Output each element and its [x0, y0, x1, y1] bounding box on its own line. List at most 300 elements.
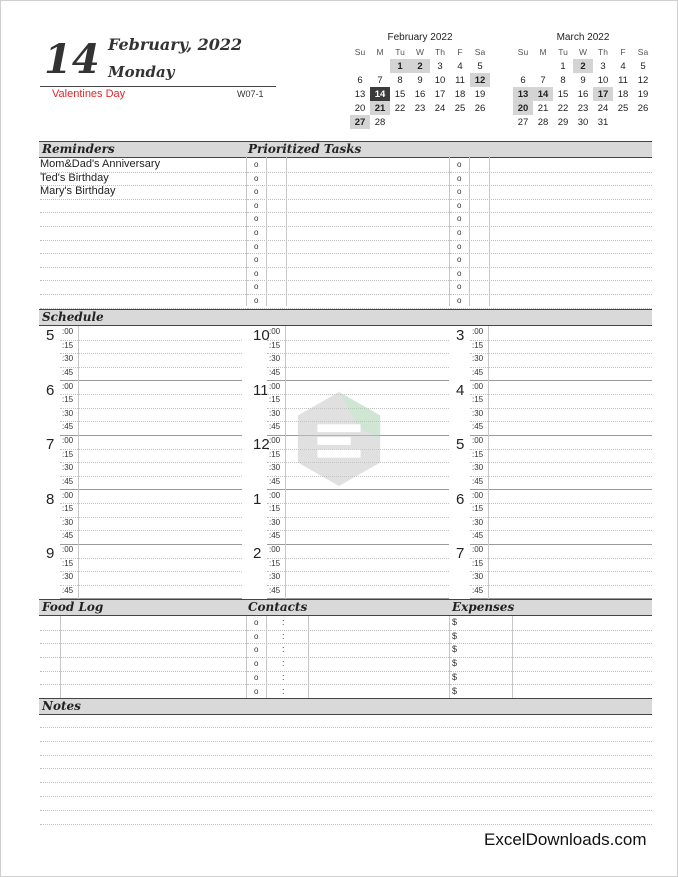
schedule-minute: :15	[472, 340, 484, 350]
schedule-minute: :15	[62, 504, 74, 514]
schedule-minute: :45	[62, 422, 74, 432]
task-row	[450, 253, 652, 268]
task-row	[450, 240, 652, 255]
schedule-slot-line	[470, 558, 652, 559]
schedule-minute: :45	[269, 531, 281, 541]
calendar-day[interactable]: 8	[560, 74, 566, 86]
schedule-heading: Schedule	[42, 310, 104, 324]
schedule-slot-line	[60, 517, 242, 518]
reminder-row	[40, 212, 246, 227]
calendar-day[interactable]: 6	[357, 74, 363, 86]
calendar-dow: Th	[435, 47, 445, 57]
calendar-day[interactable]: 1	[560, 60, 566, 72]
calendar-day[interactable]: 16	[577, 88, 589, 100]
schedule-slot-line	[470, 380, 652, 381]
calendar-dow: Tu	[395, 47, 405, 57]
task-bullet: o	[457, 160, 462, 169]
contact-separator: :	[282, 644, 285, 655]
schedule-minute: :45	[62, 585, 74, 595]
schedule-minute: :00	[472, 381, 484, 391]
column-divider	[489, 156, 490, 306]
contact-row	[247, 630, 449, 645]
notes-line	[40, 727, 652, 728]
task-bullet: o	[254, 200, 259, 210]
schedule-slot-line	[60, 380, 242, 381]
holiday-label: Valentines Day	[52, 88, 126, 100]
notes-line	[40, 796, 652, 797]
schedule-minute: :00	[62, 327, 74, 336]
calendar-dow: Th	[598, 47, 608, 57]
schedule-slot-line	[60, 530, 242, 531]
column-divider	[469, 156, 470, 306]
contact-bullet: o	[254, 631, 259, 641]
calendar-day[interactable]: 31	[597, 116, 609, 128]
task-row	[247, 185, 449, 200]
schedule-slot-line	[470, 489, 652, 490]
schedule-minute: :15	[269, 558, 281, 568]
schedule-slot-line	[470, 530, 652, 531]
task-bullet: o	[254, 255, 259, 265]
schedule-slot-line	[60, 435, 242, 436]
reminder-row	[40, 267, 246, 282]
calendar-day[interactable]: 7	[540, 74, 546, 86]
calendar-day[interactable]: 7	[377, 74, 383, 86]
schedule-minute: :15	[472, 395, 484, 405]
section-header-logs	[39, 599, 652, 616]
calendar-day[interactable]: 10	[434, 74, 446, 86]
food-heading: Food Log	[42, 600, 104, 614]
schedule-minute: :30	[472, 572, 484, 582]
contact-bullet: o	[254, 659, 259, 669]
schedule-slot-line	[470, 476, 652, 477]
schedule-minute: :00	[472, 436, 484, 445]
schedule-minute: :45	[62, 476, 74, 486]
calendar-dow: Su	[517, 47, 529, 57]
schedule-slot-line	[267, 503, 449, 504]
calendar-day[interactable]: 11	[455, 74, 465, 86]
column-divider	[286, 156, 287, 306]
calendar-day	[533, 59, 553, 73]
calendar-dow: M	[376, 47, 384, 57]
schedule-minute: :15	[62, 340, 74, 350]
calendar-dow: W	[578, 47, 588, 57]
food-row	[40, 643, 246, 658]
task-bullet: o	[457, 282, 462, 292]
expense-currency: $	[452, 644, 458, 655]
calendar-dow: F	[620, 47, 626, 57]
schedule-minute: :30	[269, 463, 281, 473]
calendar-day	[470, 115, 490, 129]
schedule-hour: 5	[46, 327, 55, 344]
calendar-dow: Sa	[474, 47, 486, 57]
schedule-hour: 3	[456, 327, 465, 344]
schedule-hour: 5	[456, 436, 465, 453]
schedule-minute: :45	[269, 476, 281, 486]
reminder-row: Ted's Birthday	[40, 172, 246, 187]
calendar-day[interactable]: 20	[354, 102, 366, 114]
tasks-heading: Prioritized Tasks	[248, 142, 362, 156]
task-bullet: o	[254, 160, 259, 169]
calendar-day[interactable]: 14	[370, 87, 390, 101]
schedule-minute: :30	[269, 354, 281, 364]
schedule-minute: :45	[62, 531, 74, 541]
contact-bullet: o	[254, 618, 259, 627]
schedule-minute: :30	[472, 408, 484, 418]
expense-row	[450, 643, 652, 658]
notes-line	[40, 741, 652, 742]
task-row	[247, 212, 449, 227]
weekday: Monday	[108, 63, 175, 81]
calendar-day[interactable]: 4	[457, 60, 463, 72]
log-divider	[60, 616, 61, 698]
task-bullet: o	[457, 228, 462, 237]
calendar-day[interactable]: 20	[513, 101, 533, 115]
log-divider	[512, 616, 513, 698]
contact-row	[247, 685, 449, 700]
calendar-day[interactable]: 21	[370, 101, 390, 115]
schedule-slot-line	[60, 340, 242, 341]
task-row	[247, 253, 449, 268]
schedule-slot-line	[60, 408, 242, 409]
calendar-day[interactable]: 15	[557, 88, 569, 100]
column-divider	[266, 156, 267, 306]
schedule-slot-line	[60, 558, 242, 559]
schedule-hour: 6	[46, 381, 55, 399]
expense-row	[450, 616, 652, 631]
schedule-minute: :30	[472, 354, 484, 364]
schedule-slot-line	[267, 571, 449, 572]
schedule-minute: :15	[269, 340, 281, 350]
schedule-minute: :45	[269, 367, 281, 377]
contact-separator: :	[282, 685, 285, 696]
calendar-day[interactable]: 11	[618, 74, 628, 86]
food-row	[40, 616, 246, 631]
task-row	[450, 199, 652, 214]
schedule-minute: :30	[472, 517, 484, 527]
task-bullet: o	[254, 228, 259, 237]
calendar-day[interactable]: 12	[637, 74, 649, 86]
reminder-row: Mary's Birthday	[40, 185, 246, 200]
schedule-hour: 12	[253, 436, 270, 453]
contact-separator: :	[282, 658, 285, 669]
task-row	[450, 212, 652, 227]
calendar-day[interactable]: 24	[597, 102, 609, 114]
schedule-slot-line	[267, 585, 449, 586]
task-row	[247, 199, 449, 214]
task-row	[450, 226, 652, 241]
expense-currency: $	[452, 630, 458, 641]
food-row	[40, 671, 246, 686]
calendar-day[interactable]: 25	[454, 102, 466, 114]
section-header-notes	[39, 698, 652, 715]
calendar-day[interactable]: 22	[557, 102, 569, 114]
schedule-minute: :30	[62, 354, 74, 364]
expenses-heading: Expenses	[452, 600, 515, 614]
expense-currency: $	[452, 671, 458, 682]
calendar-day[interactable]: 5	[477, 60, 483, 72]
schedule-minute: :15	[472, 558, 484, 568]
notes-line	[40, 768, 652, 769]
task-row	[247, 280, 449, 295]
schedule-slot-line	[60, 449, 242, 450]
calendar-day[interactable]: 17	[434, 88, 446, 100]
calendar-day[interactable]: 29	[557, 116, 569, 128]
schedule-minute: :15	[269, 504, 281, 514]
schedule-minute: :45	[62, 367, 74, 377]
task-row	[247, 294, 449, 309]
calendar-day[interactable]: 21	[537, 102, 549, 114]
schedule-minute: :30	[269, 517, 281, 527]
calendar-day[interactable]: 28	[374, 116, 386, 128]
schedule-slot-line	[267, 530, 449, 531]
task-row	[450, 158, 652, 173]
schedule-minute: :30	[269, 408, 281, 418]
watermark-logo-icon	[288, 390, 390, 488]
contact-row	[247, 657, 449, 672]
contact-bullet: o	[254, 645, 259, 655]
schedule-slot-line	[470, 503, 652, 504]
calendar-day[interactable]: 27	[517, 116, 529, 128]
calendar-day[interactable]: 13	[513, 87, 533, 101]
schedule-slot-line	[60, 585, 242, 586]
calendar-week	[350, 73, 490, 87]
notes-line	[40, 810, 652, 811]
calendar-day[interactable]: 5	[640, 60, 646, 72]
schedule-minute: :00	[269, 545, 281, 554]
task-bullet: o	[254, 241, 259, 251]
calendar-dow: Tu	[558, 47, 568, 57]
calendar-day[interactable]: 28	[537, 116, 549, 128]
task-bullet: o	[254, 296, 259, 305]
schedule-minute: :00	[269, 436, 281, 445]
schedule-minute: :00	[62, 436, 74, 445]
task-bullet: o	[457, 214, 462, 224]
schedule-minute: :00	[269, 327, 281, 336]
calendar-day	[410, 115, 430, 129]
contact-bullet: o	[254, 686, 259, 696]
calendar-day[interactable]: 3	[437, 60, 443, 72]
schedule-slot-line	[267, 489, 449, 490]
schedule-minute: :45	[472, 585, 484, 595]
calendar-day[interactable]: 19	[637, 88, 649, 100]
schedule-minute: :30	[62, 572, 74, 582]
schedule-hour: 11	[253, 381, 269, 399]
schedule-slot-line	[470, 340, 652, 341]
schedule-slot-line	[60, 571, 242, 572]
calendar-day[interactable]: 16	[414, 88, 426, 100]
calendar-day[interactable]: 18	[617, 88, 629, 100]
calendar-grid	[513, 45, 653, 129]
schedule-slot-line	[470, 462, 652, 463]
calendar-day	[613, 115, 633, 129]
schedule-slot-line	[470, 517, 652, 518]
schedule-slot-line	[60, 489, 242, 490]
schedule-minute: :15	[62, 449, 74, 459]
calendar-day[interactable]: 14	[533, 87, 553, 101]
section-header-reminders	[39, 141, 652, 158]
calendar-day[interactable]: 10	[597, 74, 609, 86]
schedule-minute: :00	[62, 381, 74, 391]
schedule-minute: :45	[472, 476, 484, 486]
schedule-minute: :15	[472, 504, 484, 514]
task-row	[450, 172, 652, 187]
calendar-day[interactable]: 2	[573, 59, 593, 73]
calendar-day[interactable]: 17	[593, 87, 613, 101]
day-number: 14	[44, 36, 100, 83]
calendar-title: March 2022	[556, 32, 610, 43]
calendar-day[interactable]: 24	[434, 102, 446, 114]
expense-currency: $	[452, 658, 458, 669]
schedule-minute: :45	[472, 422, 484, 432]
schedule-hour: 8	[46, 490, 55, 508]
schedule-hour: 2	[253, 545, 262, 562]
calendar-day	[350, 59, 370, 73]
calendar-day[interactable]: 26	[474, 102, 486, 114]
schedule-slot-line	[60, 367, 242, 368]
schedule-hour: 9	[46, 545, 55, 562]
calendar-day[interactable]: 23	[577, 102, 589, 114]
task-bullet: o	[457, 200, 462, 210]
calendar-day	[513, 59, 533, 73]
calendar-title: February 2022	[387, 32, 453, 43]
calendar-day	[370, 59, 390, 73]
food-row	[40, 657, 246, 672]
expense-currency: $	[452, 685, 458, 696]
calendar-day[interactable]: 19	[474, 88, 486, 100]
calendar-day	[390, 115, 410, 129]
calendar-day[interactable]: 27	[350, 115, 370, 129]
calendar-day[interactable]: 6	[520, 74, 526, 86]
schedule-hour: 10	[253, 327, 270, 344]
schedule-minute: :15	[62, 558, 74, 568]
task-row	[450, 185, 652, 200]
task-bullet: o	[254, 187, 259, 197]
calendar-day[interactable]: 30	[577, 116, 589, 128]
task-bullet: o	[254, 282, 259, 292]
schedule-minute: :00	[62, 545, 74, 554]
schedule-slot-line	[470, 367, 652, 368]
contact-separator: :	[282, 617, 285, 627]
schedule-slot-line	[60, 421, 242, 422]
calendar-day[interactable]: 13	[354, 88, 366, 100]
schedule-minute: :30	[62, 408, 74, 418]
calendar-day[interactable]: 23	[414, 102, 426, 114]
task-row	[450, 280, 652, 295]
task-row	[247, 172, 449, 187]
contact-bullet: o	[254, 672, 259, 682]
calendar-week	[513, 59, 653, 73]
calendar-day	[450, 115, 470, 129]
calendar-day[interactable]: 15	[394, 88, 406, 100]
task-bullet: o	[457, 268, 462, 278]
calendar-week	[350, 87, 490, 101]
log-divider	[246, 616, 247, 698]
notes-line	[40, 755, 652, 756]
schedule-col-divider	[285, 326, 286, 599]
schedule-slot-line	[60, 476, 242, 477]
schedule-minute: :45	[472, 367, 484, 377]
calendar-dow: F	[457, 47, 463, 57]
week-code: W07-1	[237, 89, 264, 99]
calendar-day[interactable]: 25	[617, 102, 629, 114]
calendar-dow-row	[513, 45, 653, 59]
task-row	[247, 158, 449, 173]
task-row	[450, 294, 652, 309]
section-header-schedule	[39, 309, 652, 326]
task-row	[247, 240, 449, 255]
reminder-row: Mom&Dad's Anniversary	[40, 158, 246, 173]
calendar-dow: M	[539, 47, 547, 57]
calendar-day[interactable]: 12	[470, 73, 490, 87]
calendar-day[interactable]: 18	[454, 88, 466, 100]
schedule-minute: :00	[269, 490, 281, 500]
schedule-slot-line	[470, 544, 652, 545]
schedule-minute: :15	[62, 395, 74, 405]
schedule-slot-line	[267, 367, 449, 368]
calendar-week	[513, 73, 653, 87]
calendar-day[interactable]: 3	[600, 60, 606, 72]
calendar-week	[350, 59, 490, 73]
calendar-day[interactable]: 4	[620, 60, 626, 72]
contact-row	[247, 616, 449, 631]
schedule-minute: :15	[269, 449, 281, 459]
schedule-minute: :45	[472, 531, 484, 541]
expense-row	[450, 630, 652, 645]
calendar-dow-row	[350, 45, 490, 59]
calendar-day[interactable]: 9	[580, 74, 586, 86]
calendar-day[interactable]: 8	[397, 74, 403, 86]
footer-brand[interactable]: ExcelDownloads.com	[484, 830, 647, 849]
reminder-row	[40, 226, 246, 241]
schedule-hour: 7	[456, 545, 465, 562]
notes-heading: Notes	[42, 699, 81, 713]
reminder-row	[40, 199, 246, 214]
schedule-minute: :00	[472, 327, 484, 336]
schedule-slot-line	[267, 380, 449, 381]
schedule-slot-line	[470, 421, 652, 422]
schedule-minute: :15	[472, 449, 484, 459]
contact-row	[247, 671, 449, 686]
task-bullet: o	[254, 173, 259, 183]
schedule-slot-line	[470, 571, 652, 572]
contact-row	[247, 643, 449, 658]
calendar-day[interactable]: 1	[390, 59, 410, 73]
reminders-heading: Reminders	[42, 142, 115, 156]
schedule-slot-line	[267, 353, 449, 354]
calendar-day[interactable]: 9	[417, 74, 423, 86]
calendar-day[interactable]: 22	[394, 102, 406, 114]
task-bullet: o	[457, 255, 462, 265]
task-bullet: o	[254, 214, 259, 224]
schedule-hour: 4	[456, 381, 465, 399]
schedule-slot-line	[470, 353, 652, 354]
calendar-dow: Sa	[637, 47, 649, 57]
contact-separator: :	[282, 630, 285, 641]
expense-row	[450, 657, 652, 672]
schedule-minute: :00	[62, 490, 74, 500]
calendar-dow: Su	[354, 47, 366, 57]
schedule-slot-line	[267, 558, 449, 559]
mini-calendar-february	[350, 31, 490, 129]
schedule-hour: 6	[456, 490, 465, 508]
task-bullet: o	[457, 241, 462, 251]
calendar-day[interactable]: 2	[410, 59, 430, 73]
schedule-minute: :30	[472, 463, 484, 473]
task-row	[247, 267, 449, 282]
schedule-minute: :45	[269, 585, 281, 595]
calendar-day[interactable]: 26	[637, 102, 649, 114]
schedule-slot-line	[470, 435, 652, 436]
